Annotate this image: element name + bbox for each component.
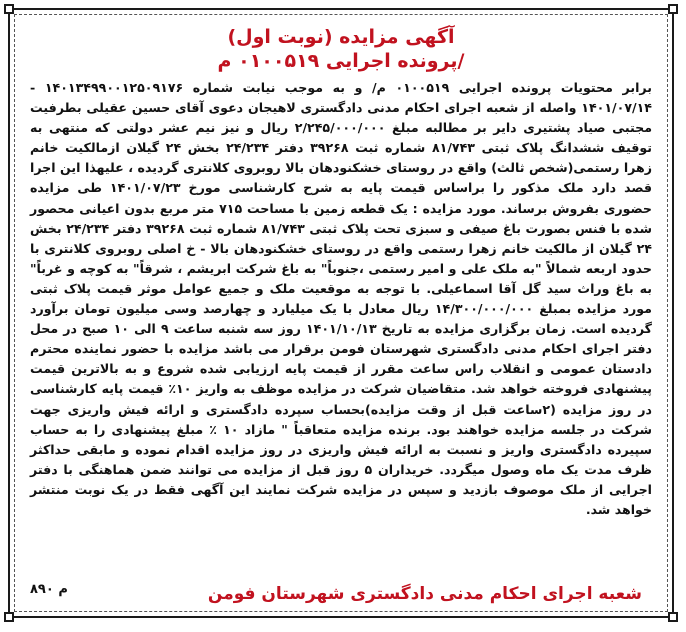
- frame-corner-ornament: [668, 4, 678, 14]
- frame-corner-ornament: [4, 4, 14, 14]
- notice-frame: [8, 8, 674, 618]
- issuer-signature: شعبه اجرای احکام مدنی دادگستری شهرستان فومن: [207, 584, 642, 604]
- notice-title: آگهی مزایده (نوبت اول): [227, 26, 455, 48]
- ad-reference-code: م ۸۹۰: [30, 582, 68, 597]
- frame-corner-ornament: [4, 612, 14, 622]
- notice-body-paragraph: برابر محتویات پرونده اجرایی ۰۱۰۰۵۱۹ م/ و به موجب نیابت شماره ۱۴۰۱۳۴۹۹۰۰۱۲۵۰۹۱۷۶ - ۱۴۰۱/۰۷/۱۴ واصله از شعبه اجرای احکام مدنی دادگستری لاهیجان دعوی آقای حسین عقیلی بطرفیت مجتبی صیاد پشتیری دایر بر مطالبه مبلغ ۲/۲۴۵/۰۰۰/۰۰۰ ریال و نیز نیم عشر دولتی که منتهی به توقیف ششدانگ پلاک ثبتی ۸۱/۷۴۳ شماره ثبت ۳۹۲۶۸ دفتر ۲۴/۲۳۴ بخش ۲۴ گیلان ازمالکیت خانم زهرا رستمی(شخص ثالث) واقع در روستای خشکنودهان بالا روبروی کلانتری گردیده ، علیهذا این اجرا قصد دارد ملک مذکور را براساس قیمت پایه به شرح کارشناسی مورخ ۱۴۰۱/۰۷/۲۳ طی مزایده حضوری بفروش برساند. مورد مزایده : یک قطعه زمین با مساحت ۷۱۵ متر مربع بدون اعیانی محصور شده با فنس بصورت باغ صیفی و سبزی تحت پلاک ثبتی ۸۱/۷۴۳ شماره ثبت ۳۹۲۶۸ دفتر ۲۴/۲۳۴ بخش ۲۴ گیلان از مالکیت خانم زهرا رستمی واقع در روستای خشکنودهان بالا - خ اصلی روبروی کلانتری با حدود اربعه شمالاً "به ملک علی و امیر رستمی ،جنوباً" به باغ شرکت ابریشم ، شرقاً" به کوچه و غرباً" به باغ وراث سید گل آقا اسماعیلی. با توجه به موقعیت ملک و جمیع عوامل موثر قیمت پلاک ثبتی مورد مزایده بمبلغ ۱۴/۳۰۰/۰۰۰/۰۰۰ ریال معادل با یک میلیارد و چهارصد وسی میلیون تومان برآورد گردیده است. زمان برگزاری مزایده به تاریخ ۱۴۰۱/۱۰/۱۳ روز سه شنبه ساعت ۹ الی ۱۰ صبح در محل دفتر اجرای احکام مدنی دادگستری شهرستان فومن برقرار می باشد مزایده با حضور نماینده محترم دادستان عمومی و انقلاب راس ساعت مقرر از قیمت پایه ارزیابی شده شروع و به بالاترین قیمت پیشنهادی فروخته خواهد شد. متقاضیان شرکت در مزایده موظف به واریز ۱۰٪ قیمت پایه کارشناسی در روز مزایده (۲ساعت قبل از وقت مزایده)بحساب سپرده دادگستری و ارائه فیش واریزی جهت شرکت در جلسه مزایده خواهند بود. برنده مزایده متعاقباً " مازاد ۱۰ ٪ مبلغ پیشنهادی را به حساب سپیرده دادگستری واریز و نسبت به ارائه فیش واریزی در روز مزایده اقدام نموده و مابقی حداکثر ظرف مدت یک ماه وصول میگردد. خریداران ۵ روز قبل از مزایده می توانند ضمن هماهنگی با دفتر اجرایی از ملک موصوف بازدید و سپس در مزایده شرکت نمایند این آگهی فقط در یک نوبت منتشر خواهد شد.: [30, 80, 653, 517]
- case-reference: پرونده اجرایی ۰۱۰۰۵۱۹ م/: [217, 50, 465, 72]
- frame-corner-ornament: [668, 612, 678, 622]
- notice-body: [30, 78, 652, 520]
